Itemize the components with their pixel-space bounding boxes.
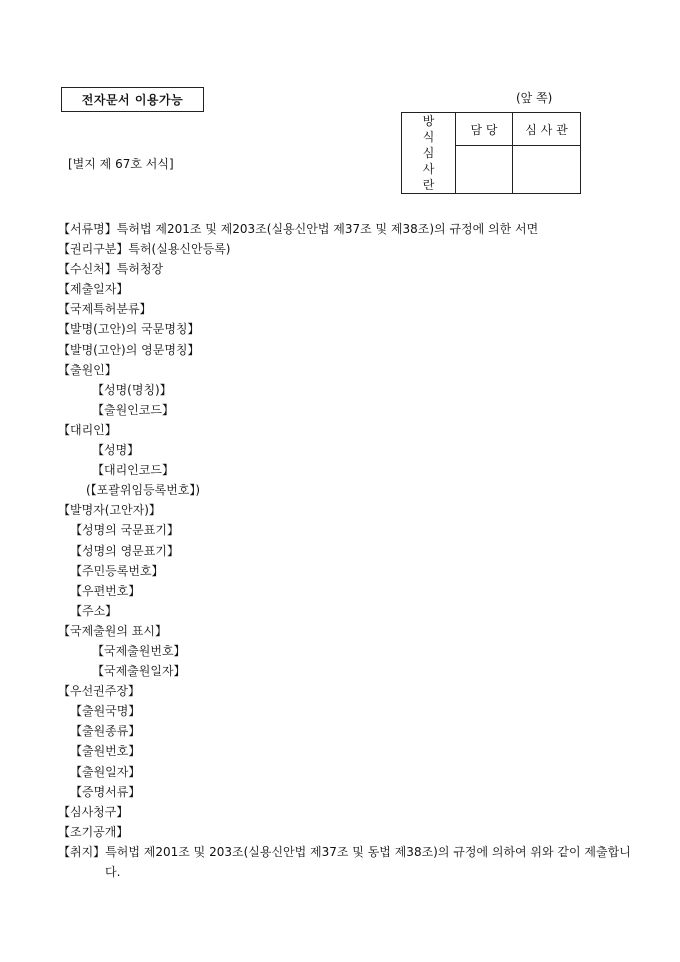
field-international-application: 【국제출원의 표시】 [58, 623, 167, 638]
form-fields [58, 219, 638, 879]
field-international-app-date: 【국제출원일자】 [92, 664, 186, 679]
in-charge-sign-cell[interactable] [456, 146, 513, 194]
field-submission-date: 【제출일자】 [58, 282, 129, 297]
form-number: [별지 제 67호 서식] [68, 157, 174, 171]
review-table [401, 112, 581, 194]
review-method-label: 방 식 심 사 란 [402, 113, 456, 194]
in-charge-header: 담 당 [456, 113, 513, 146]
examiner-header: 심 사 관 [513, 113, 581, 146]
field-agent: 【대리인】 [58, 422, 117, 437]
field-resident-number: 【주민등록번호】 [70, 563, 164, 578]
field-agent-code: 【대리인코드】 [92, 463, 174, 478]
purpose-label: 【취지】 [58, 844, 106, 859]
field-applicant-code: 【출원인코드】 [92, 402, 174, 417]
field-application-number: 【출원번호】 [70, 744, 141, 759]
field-inventor: 【발명자(고안자)】 [58, 503, 161, 518]
field-address: 【주소】 [70, 603, 118, 618]
field-ipc: 【국제특허분류】 [58, 302, 152, 317]
field-title-korean: 【발명(고안)의 국문명칭】 [58, 322, 200, 337]
field-title-english: 【발명(고안)의 영문명칭】 [58, 342, 200, 357]
purpose-text: 특허법 제201조 및 203조(실용신안법 제37조 및 동법 제38조)의 규정에 의하여 위와 같이 제출합니다. [105, 844, 631, 879]
examiner-sign-cell[interactable] [513, 146, 581, 194]
e-document-available-label [61, 87, 204, 112]
field-application-country: 【출원국명】 [70, 704, 141, 719]
field-agent-name: 【성명】 [92, 443, 140, 458]
page-side-indicator: (앞 쪽) [516, 91, 553, 105]
field-document-name: 【서류명】특허법 제201조 및 제203조(실용신안법 제37조 및 제38조)의 규정에 의한 서면 [58, 222, 539, 236]
field-early-publication: 【조기공개】 [58, 824, 129, 839]
field-postal-code: 【우편번호】 [70, 583, 141, 598]
field-examination-request: 【심사청구】 [58, 804, 129, 819]
field-applicant-name: 【성명(명칭)】 [92, 382, 172, 397]
field-application-date: 【출원일자】 [70, 764, 141, 779]
field-international-app-number: 【국제출원번호】 [92, 643, 186, 658]
field-recipient: 【수신처】특허청장 [58, 262, 164, 277]
availability-text: 전자문서 이용가능 [81, 93, 184, 107]
field-priority-claim: 【우선권주장】 [58, 684, 140, 699]
field-applicant: 【출원인】 [58, 362, 117, 377]
field-right-type: 【권리구분】특허(실용신안등록) [58, 242, 231, 257]
field-proof-documents: 【증명서류】 [70, 784, 141, 799]
field-name-korean: 【성명의 국문표기】 [70, 523, 179, 538]
field-name-english: 【성명의 영문표기】 [70, 543, 179, 558]
field-application-type: 【출원종류】 [70, 724, 141, 739]
field-purpose [58, 842, 638, 879]
field-general-power-number: (【포괄위임등록번호】) [86, 483, 201, 498]
